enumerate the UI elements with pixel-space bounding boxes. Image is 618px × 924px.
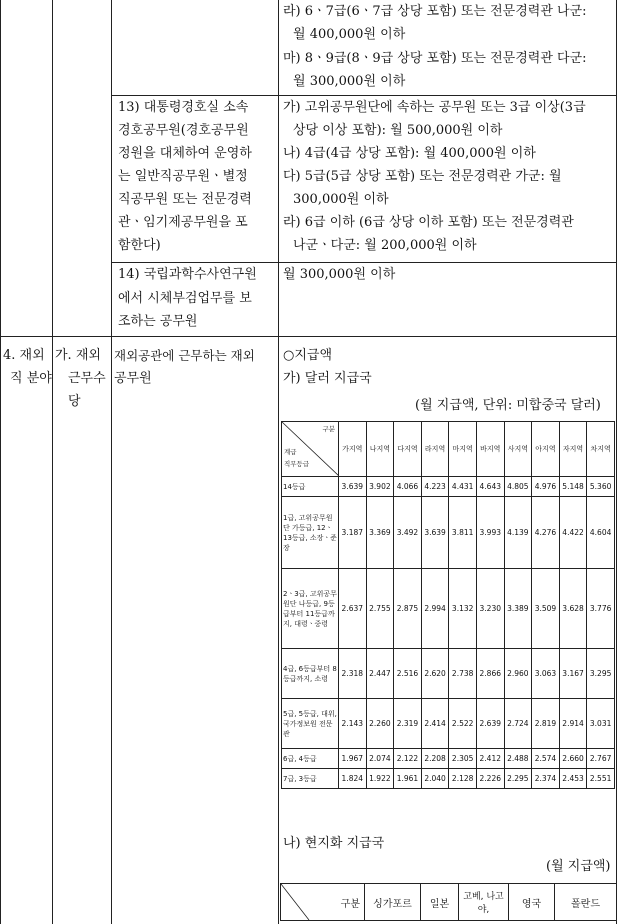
dollar-title: 가) 달러 지급국: [283, 371, 372, 386]
corner-cell: [282, 422, 339, 477]
amount-cell: 2.414: [421, 699, 449, 749]
item13-desc-5: 직공무원 또는 전문경력: [118, 192, 252, 207]
dollar-pay-table: [281, 421, 615, 789]
item14-desc-1: 14) 국립과학수사연구원: [118, 267, 257, 282]
amount-cell: 2.660: [559, 749, 587, 769]
amount-cell: 2.994: [421, 569, 449, 649]
region-header: 차지역: [587, 422, 615, 477]
amount-cell: 2.453: [559, 769, 587, 789]
item13-amount-7: 나군ㆍ다군: 월 200,000원 이하: [293, 238, 477, 253]
sec4-col3-1: 재외공관에 근무하는 재외: [114, 348, 255, 363]
amount-cell: 4.422: [559, 497, 587, 569]
table-row: [282, 497, 615, 569]
region-header: 아지역: [532, 422, 560, 477]
amount-cell: 3.132: [449, 569, 477, 649]
local-pay-table: [280, 883, 617, 921]
amount-cell: 4.276: [532, 497, 560, 569]
amount-cell: 3.031: [587, 699, 615, 749]
grade-cell: 1급, 고위공무원단 가등급, 12ㆍ13등급, 소장ㆍ준장: [282, 497, 339, 569]
col-line-5: [616, 0, 617, 924]
amount-cell: 2.639: [476, 699, 504, 749]
amount-cell: 2.260: [366, 699, 394, 749]
local-col-5: 폴란드: [555, 884, 617, 921]
top-line-1: 라) 6ㆍ7급(6ㆍ7급 상당 포함) 또는 전문경력관 나군:: [283, 4, 587, 19]
col-line-3: [111, 0, 112, 924]
item13-desc-3: 정원을 대체하여 운영하: [118, 146, 252, 161]
table-row: [282, 699, 615, 749]
amount-cell: 3.230: [476, 569, 504, 649]
amount-cell: 2.226: [476, 769, 504, 789]
amount-cell: 2.447: [366, 649, 394, 699]
dollar-table-header: [282, 422, 615, 477]
item13-desc-1: 13) 대통령경호실 소속: [118, 100, 249, 115]
amount-cell: 2.574: [532, 749, 560, 769]
amount-cell: 3.063: [532, 649, 560, 699]
local-table-header: [281, 884, 617, 921]
region-header: 나지역: [366, 422, 394, 477]
sec4-col2-3: 당: [68, 394, 81, 409]
table-row: [282, 769, 615, 789]
amount-cell: 2.620: [421, 649, 449, 699]
amount-cell: 5.360: [587, 477, 615, 497]
item13-amount-1: 가) 고위공무원단에 속하는 공무원 또는 3급 이상(3급: [283, 100, 586, 115]
amount-cell: 5.148: [559, 477, 587, 497]
amount-cell: 4.223: [421, 477, 449, 497]
amount-cell: 2.305: [449, 749, 477, 769]
amount-cell: 4.643: [476, 477, 504, 497]
table-row: [282, 749, 615, 769]
amount-cell: 3.187: [339, 497, 367, 569]
corner-bottom-1: 계급: [284, 448, 297, 456]
region-header: 자지역: [559, 422, 587, 477]
amount-cell: 2.295: [504, 769, 532, 789]
amount-cell: 2.412: [476, 749, 504, 769]
col-line-1: [0, 0, 1, 924]
sec4-col1-2: 직 분야: [10, 371, 52, 386]
amount-cell: 3.295: [587, 649, 615, 699]
region-header: 바지역: [476, 422, 504, 477]
amount-cell: 4.976: [532, 477, 560, 497]
amount-cell: 3.811: [449, 497, 477, 569]
region-header: 가지역: [339, 422, 367, 477]
amount-cell: 2.208: [421, 749, 449, 769]
item13-desc-7: 함한다): [118, 238, 161, 253]
amount-cell: 2.767: [587, 749, 615, 769]
amount-cell: 2.040: [421, 769, 449, 789]
item14-desc-2: 에서 시체부검업무를 보: [118, 291, 252, 306]
amount-cell: 3.509: [532, 569, 560, 649]
grade-cell: 7급, 3등급: [282, 769, 339, 789]
amount-cell: 2.074: [366, 749, 394, 769]
table-row: [282, 569, 615, 649]
amount-cell: 3.993: [476, 497, 504, 569]
amount-cell: 1.961: [394, 769, 422, 789]
amount-cell: 4.805: [504, 477, 532, 497]
region-header: 다지역: [394, 422, 422, 477]
item13-amount-3: 나) 4급(4급 상당 포함): 월 400,000원 이하: [283, 146, 536, 161]
table-row: [282, 477, 615, 497]
top-line-4: 월 300,000원 이하: [293, 74, 406, 89]
amount-cell: 2.755: [366, 569, 394, 649]
local-corner-label: 구분: [340, 899, 360, 910]
pay-label: ○지급액: [283, 348, 333, 363]
item13-desc-2: 경호공무원(경호공무원: [118, 123, 249, 138]
local-corner-cell: [281, 884, 365, 921]
amount-cell: 3.389: [504, 569, 532, 649]
col-line-4: [278, 0, 279, 924]
col-line-2: [52, 0, 53, 924]
grade-cell: 14등급: [282, 477, 339, 497]
corner-top: 구분: [322, 425, 335, 433]
item13-amount-2: 상당 이상 포함): 월 500,000원 이하: [293, 123, 503, 138]
amount-cell: 4.431: [449, 477, 477, 497]
amount-cell: 2.637: [339, 569, 367, 649]
amount-cell: 2.122: [394, 749, 422, 769]
item13-desc-6: 관ㆍ임기제공무원을 포: [118, 215, 248, 230]
local-col-2: 일본: [421, 884, 459, 921]
amount-cell: 3.167: [559, 649, 587, 699]
amount-cell: 2.960: [504, 649, 532, 699]
amount-cell: 3.639: [339, 477, 367, 497]
grade-cell: 2ㆍ3급, 고위공무원단 나등급, 9등급부터 11등급까지, 대령ㆍ중령: [282, 569, 339, 649]
sec4-col2-1: 가. 재외: [55, 348, 101, 363]
amount-cell: 3.902: [366, 477, 394, 497]
amount-cell: 2.866: [476, 649, 504, 699]
local-col-3: 고베, 나고야,: [459, 884, 509, 921]
local-unit: (월 지급액): [546, 859, 611, 874]
region-header: 사지역: [504, 422, 532, 477]
amount-cell: 1.824: [339, 769, 367, 789]
amount-cell: 3.776: [587, 569, 615, 649]
grade-cell: 6급, 4등급: [282, 749, 339, 769]
amount-cell: 4.139: [504, 497, 532, 569]
item13-amount-4: 다) 5급(5급 상당 포함) 또는 전문경력관 가군: 월: [283, 169, 562, 184]
amount-cell: 2.738: [449, 649, 477, 699]
amount-cell: 3.492: [394, 497, 422, 569]
region-header: 마지역: [449, 422, 477, 477]
amount-cell: 1.922: [366, 769, 394, 789]
corner-bottom-2: 직무등급: [284, 460, 310, 468]
amount-cell: 2.914: [559, 699, 587, 749]
sec4-col1-1: 4. 재외: [3, 348, 45, 363]
grade-cell: 5급, 5등급, 대위, 국가정보원 전문관: [282, 699, 339, 749]
item13-amount-6: 라) 6급 이하 (6급 상당 이하 포함) 또는 전문경력관: [283, 215, 574, 230]
amount-cell: 1.967: [339, 749, 367, 769]
local-col-1: 싱가포르: [365, 884, 421, 921]
amount-cell: 3.369: [366, 497, 394, 569]
item13-amount-5: 300,000원 이하: [293, 192, 389, 207]
amount-cell: 4.066: [394, 477, 422, 497]
item14-amount: 월 300,000원 이하: [283, 267, 396, 282]
row-line-section4: [0, 336, 616, 337]
dollar-unit: (월 지급액, 단위: 미합중국 달러): [415, 398, 601, 413]
table-row: [282, 649, 615, 699]
amount-cell: 3.628: [559, 569, 587, 649]
amount-cell: 2.488: [504, 749, 532, 769]
local-col-4: 영국: [509, 884, 555, 921]
amount-cell: 2.551: [587, 769, 615, 789]
grade-cell: 4급, 6등급부터 8등급까지, 소령: [282, 649, 339, 699]
amount-cell: 2.819: [532, 699, 560, 749]
amount-cell: 2.374: [532, 769, 560, 789]
sec4-col3-2: 공무원: [114, 371, 152, 386]
amount-cell: 2.319: [394, 699, 422, 749]
amount-cell: 2.516: [394, 649, 422, 699]
sec4-col2-2: 근무수: [68, 371, 106, 386]
amount-cell: 3.639: [421, 497, 449, 569]
amount-cell: 2.128: [449, 769, 477, 789]
amount-cell: 2.143: [339, 699, 367, 749]
region-header: 라지역: [421, 422, 449, 477]
amount-cell: 4.604: [587, 497, 615, 569]
item14-desc-3: 조하는 공무원: [118, 314, 198, 329]
top-line-2: 월 400,000원 이하: [293, 27, 406, 42]
amount-cell: 2.522: [449, 699, 477, 749]
local-title: 나) 현지화 지급국: [283, 836, 385, 851]
amount-cell: 2.318: [339, 649, 367, 699]
top-line-3: 마) 8ㆍ9급(8ㆍ9급 상당 포함) 또는 전문경력관 다군:: [283, 51, 587, 66]
amount-cell: 2.724: [504, 699, 532, 749]
item13-desc-4: 는 일반직공무원ㆍ별정: [118, 169, 248, 184]
amount-cell: 2.875: [394, 569, 422, 649]
